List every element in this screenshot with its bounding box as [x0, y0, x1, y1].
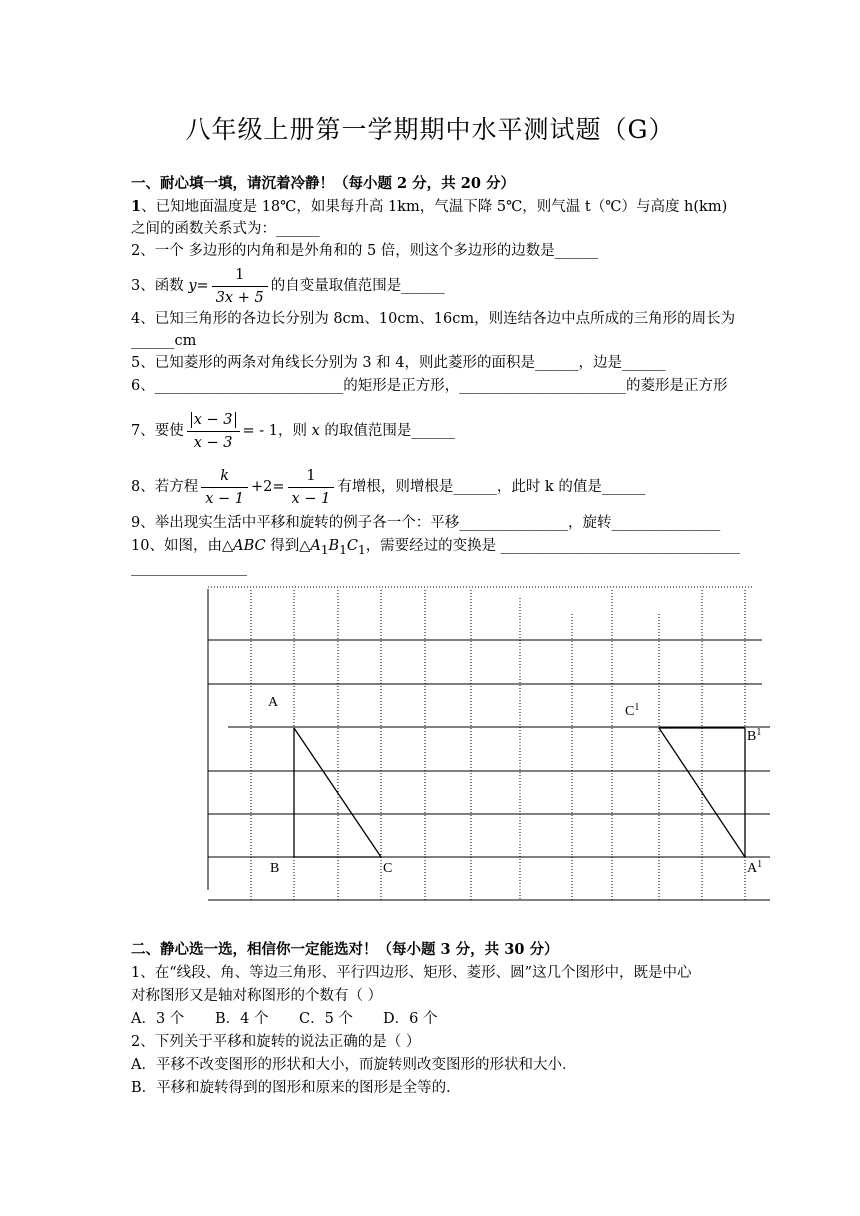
question-10-a1: A — [310, 538, 321, 554]
label-a1-sup: 1 — [757, 859, 763, 870]
s2-question-1-options — [131, 1009, 437, 1029]
question-8-denominator-1: x − 1 — [205, 490, 245, 507]
s2-question-1-line2: 对称图形又是轴对称图形的个数有（ ） — [131, 988, 383, 1004]
question-2: 2、一个 多边形的内角和是外角和的 5 倍，则这个多边形的边数是______ — [131, 243, 599, 259]
question-7-var-x: x — [311, 423, 320, 439]
s2-q1-option-d: D．6 个 — [383, 1011, 438, 1027]
question-4-line1: 4、已知三角形的各边长分别为 8cm、10cm、16cm，则连结各边中点所成的三角形的周长为 — [131, 311, 736, 327]
question-10-line2: ________________ — [131, 560, 247, 576]
s2-q2-option-a: A．平移不改变图形的形状和大小，而旋转则改变图形的形状和大小． — [131, 1057, 577, 1073]
label-a1 — [747, 859, 762, 876]
question-10-text-a: 10、如图，由△ — [131, 538, 234, 554]
question-10-sub-b: 1 — [339, 542, 347, 557]
s2-q1-option-b: B．4 个 — [215, 1011, 269, 1027]
question-6: 6、__________________________的矩形是正方形，_______________________的菱形是正方形 — [131, 378, 728, 394]
label-c: C — [383, 861, 393, 876]
label-b1 — [747, 727, 761, 744]
page-title: 八年级上册第一学期期中水平测试题（G） — [185, 115, 675, 144]
question-10-text-c: ，需要经过的变换是 _________________________________ — [365, 538, 741, 554]
question-8-suffix: 有增根，则增根是______，此时 k 的值是______ — [337, 479, 646, 495]
question-4-line2: ______cm — [131, 333, 197, 349]
grid-horizontal-lines — [208, 640, 770, 900]
question-3-numerator: 1 — [212, 264, 268, 287]
s2-q1-option-c: C．5 个 — [299, 1011, 353, 1027]
label-a1-letter: A — [747, 861, 758, 876]
question-8-denominator-2: x − 1 — [291, 490, 331, 507]
question-10-text-b: 得到△ — [265, 538, 311, 554]
question-8-middle: +2= — [251, 479, 285, 495]
triangle-a1b1c1 — [659, 728, 745, 857]
label-b: B — [270, 861, 280, 876]
question-10-sub-c: 1 — [358, 542, 366, 557]
question-1-number: 1 — [131, 198, 142, 215]
label-c1 — [625, 702, 639, 719]
question-8-prefix: 8、若方程 — [131, 479, 199, 495]
question-3-denominator: 3x + 5 — [215, 289, 264, 306]
s2-q1-option-a: A．3 个 — [131, 1011, 185, 1027]
label-b1-letter: B — [747, 729, 757, 744]
question-3-var-y: y — [188, 278, 197, 294]
label-c1-letter: C — [625, 704, 635, 719]
question-3-prefix: 3、函数 — [131, 278, 189, 294]
question-1-text: 、已知地面温度是 18℃，如果每升高 1km，气温下降 5℃，则气温 t（℃）与高度 h(km) — [141, 199, 728, 215]
label-b1-sup: 1 — [756, 727, 762, 738]
question-8-numerator-2: 1 — [288, 465, 335, 488]
s2-q2-option-b: B．平移和旋转得到的图形和原来的图形是全等的． — [131, 1080, 461, 1096]
triangle-abc — [294, 728, 381, 857]
question-9: 9、举出现实生活中平移和旋转的例子各一个：平移_______________，旋转_______________ — [131, 515, 721, 531]
question-7-denominator: x − 3 — [193, 434, 233, 451]
question-3-equals: = — [196, 278, 209, 294]
question-10-c1: C — [346, 538, 358, 554]
question-8-numerator-1: k — [201, 465, 248, 488]
section2-heading: 二、静心选一选，相信你一定能选对！（每小题 3 分，共 30 分） — [131, 941, 559, 958]
question-1-line2: 之间的函数关系式为：______ — [131, 221, 320, 237]
section1-heading: 一、耐心填一填，请沉着冷静！（每小题 2 分，共 20 分） — [131, 175, 515, 192]
question-7-abs-value: x − 3 — [191, 412, 236, 428]
label-a: A — [268, 695, 279, 710]
question-7-suffix: 的取值范围是______ — [319, 423, 455, 439]
question-10-abc: ABC — [233, 538, 266, 554]
question-10-b1: B — [328, 538, 340, 554]
label-c1-sup: 1 — [634, 702, 640, 713]
question-10-sub-a: 1 — [320, 542, 329, 557]
s2-question-2: 2、下列关于平移和旋转的说法正确的是（ ） — [131, 1034, 421, 1050]
question-5: 5、已知菱形的两条对角线长分别为 3 和 4，则此菱形的面积是______，边是______ — [131, 355, 666, 371]
s2-question-1-line1: 1、在“线段、角、等边三角形、平行四边形、矩形、菱形、圆”这几个图形中，既是中心 — [131, 965, 692, 981]
question-3-suffix: 的自变量取值范围是______ — [270, 278, 445, 294]
question-7-prefix: 7、要使 — [131, 423, 184, 439]
question-7-rhs: = ‑ 1，则 — [242, 423, 312, 439]
